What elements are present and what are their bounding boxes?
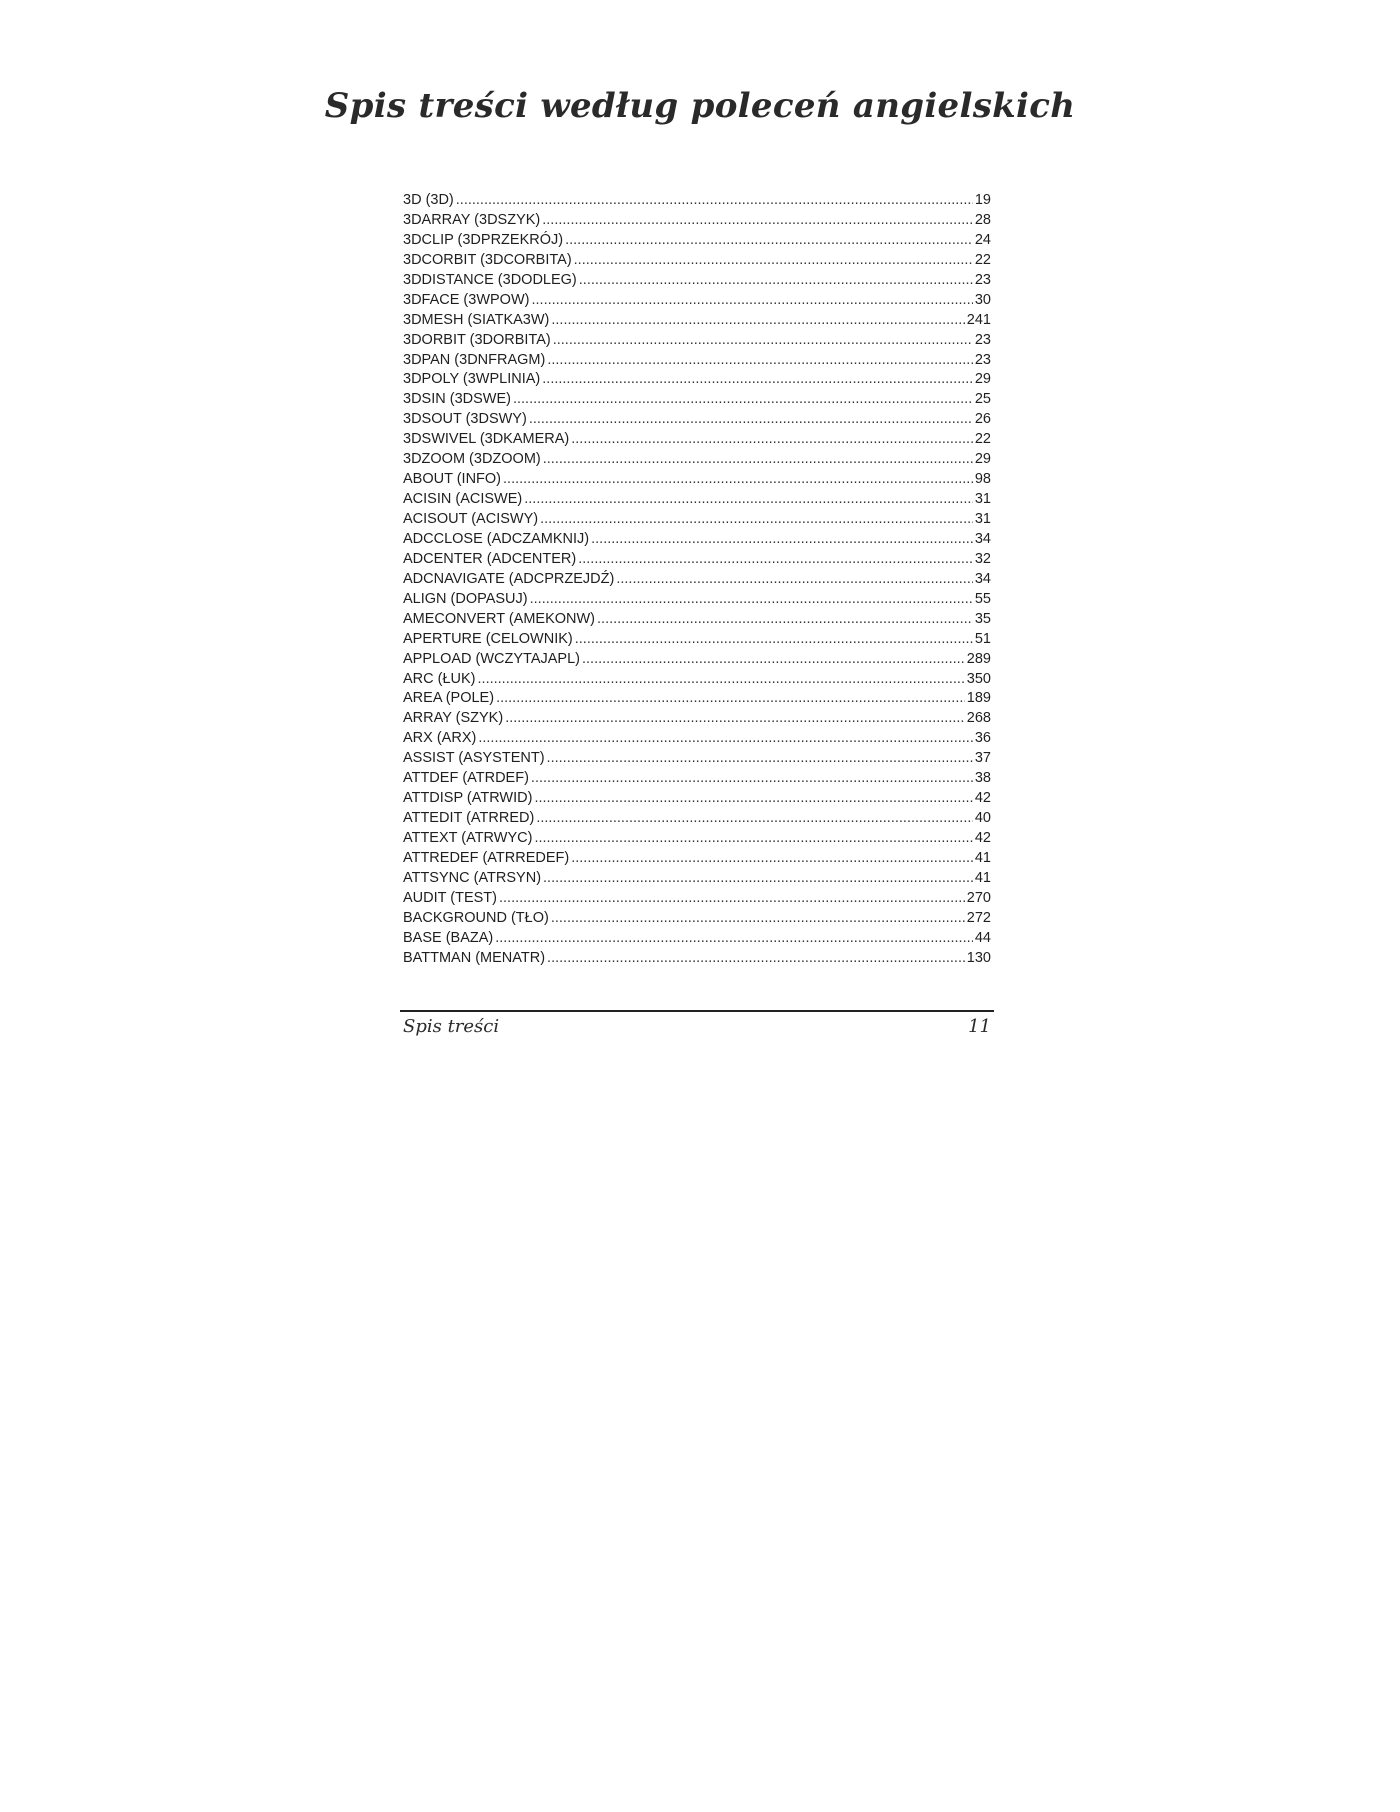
toc-entry-dot-leader: [616, 570, 973, 590]
toc-entry: [403, 530, 991, 550]
toc-entry-dot-leader: [513, 390, 973, 410]
toc-entry-dot-leader: [499, 889, 965, 909]
toc-entry-page-number: 34: [974, 570, 991, 587]
toc-entry: [403, 869, 991, 889]
toc-entry-command: ADCCLOSE (ADCZAMKNIJ): [403, 530, 590, 547]
toc-entry-command: ACISOUT (ACISWY): [403, 511, 539, 527]
toc-entry-dot-leader: [534, 829, 972, 849]
toc-entry-page-number: 41: [974, 849, 991, 866]
toc-entry: [403, 271, 991, 291]
toc-entry-command: BASE (BAZA): [403, 929, 494, 946]
toc-entry-page-number: 42: [974, 790, 991, 807]
toc-entry: [403, 929, 991, 949]
toc-entry-page-number: 130: [966, 949, 991, 966]
toc-entry: [403, 909, 991, 929]
footer-divider: [400, 1010, 994, 1012]
toc-entry-page-number: 23: [974, 271, 991, 288]
toc-entry: [403, 470, 991, 490]
toc-entry: [403, 390, 991, 410]
toc-entry-page-number: 55: [974, 590, 991, 607]
toc-entry-command: 3DSWIVEL (3DKAMERA): [403, 431, 570, 448]
table-of-contents: [403, 191, 991, 969]
toc-entry: [403, 211, 991, 231]
toc-entry: [403, 370, 991, 390]
toc-entry-dot-leader: [591, 530, 973, 550]
toc-entry-page-number: 98: [974, 471, 991, 488]
toc-entry: [403, 251, 991, 271]
toc-entry-page-number: 30: [974, 291, 991, 308]
toc-entry-page-number: 37: [974, 750, 991, 767]
toc-entry-command: ADCNAVIGATE (ADCPRZEJDŹ): [403, 570, 615, 587]
toc-entry-command: ARRAY (SZYK): [403, 710, 504, 727]
toc-entry-dot-leader: [578, 550, 973, 570]
footer-page-number: 11: [968, 1016, 991, 1037]
toc-entry: [403, 410, 991, 430]
toc-entry-dot-leader: [543, 450, 973, 470]
toc-entry: [403, 430, 991, 450]
toc-entry: [403, 510, 991, 530]
toc-entry-dot-leader: [551, 311, 964, 331]
toc-entry-dot-leader: [579, 271, 973, 291]
toc-entry: [403, 630, 991, 650]
toc-entry-dot-leader: [524, 490, 973, 510]
toc-entry-command: 3DSIN (3DSWE): [403, 391, 511, 408]
toc-entry: [403, 311, 991, 331]
toc-entry-dot-leader: [495, 929, 973, 949]
footer-section-title: Spis treści: [403, 1016, 500, 1037]
toc-entry: [403, 610, 991, 630]
toc-entry-command: ARC (ŁUK): [403, 670, 476, 687]
toc-entry-dot-leader: [529, 410, 973, 430]
toc-entry-dot-leader: [531, 291, 972, 311]
toc-entry: [403, 231, 991, 251]
toc-entry: [403, 331, 991, 351]
toc-entry-command: 3DDISTANCE (3DODLEG): [403, 271, 577, 288]
toc-entry-dot-leader: [496, 689, 965, 709]
toc-entry-page-number: 41: [974, 869, 991, 886]
toc-entry-dot-leader: [571, 849, 973, 869]
toc-entry-dot-leader: [597, 610, 973, 630]
toc-entry-page-number: 23: [974, 351, 991, 368]
toc-entry-command: ARX (ARX): [403, 730, 477, 747]
toc-entry-command: ACISIN (ACISWE): [403, 491, 523, 508]
toc-entry-page-number: 42: [974, 830, 991, 846]
toc-entry-command: 3DMESH (SIATKA3W): [403, 311, 550, 328]
toc-entry-dot-leader: [542, 370, 973, 390]
toc-entry-page-number: 51: [974, 630, 991, 647]
toc-entry-dot-leader: [571, 430, 973, 450]
toc-entry-command: ASSIST (ASYSTENT): [403, 750, 545, 767]
toc-entry-dot-leader: [575, 630, 973, 650]
toc-entry-page-number: 23: [974, 331, 991, 348]
toc-entry-dot-leader: [530, 590, 973, 610]
toc-entry-command: 3DORBIT (3DORBITA): [403, 331, 551, 348]
toc-entry: [403, 729, 991, 749]
toc-entry-command: APPLOAD (WCZYTAJAPL): [403, 650, 580, 667]
toc-entry-command: ATTSYNC (ATRSYN): [403, 869, 542, 886]
toc-entry-command: ALIGN (DOPASUJ): [403, 590, 528, 607]
toc-entry-command: ATTDEF (ATRDEF): [403, 770, 529, 787]
toc-entry-page-number: 22: [974, 431, 991, 448]
toc-entry-dot-leader: [547, 749, 973, 769]
toc-entry-dot-leader: [536, 809, 973, 829]
toc-entry-dot-leader: [505, 709, 965, 729]
toc-entry-dot-leader: [478, 729, 973, 749]
toc-entry-dot-leader: [478, 670, 965, 690]
toc-entry-page-number: 31: [974, 511, 991, 527]
toc-entry-page-number: 26: [974, 411, 991, 428]
toc-entry: [403, 949, 991, 969]
toc-entry-dot-leader: [534, 789, 972, 809]
toc-entry-command: BACKGROUND (TŁO): [403, 909, 549, 926]
toc-entry-page-number: 44: [974, 929, 991, 946]
toc-entry: [403, 650, 991, 670]
toc-entry-page-number: 350: [966, 670, 991, 687]
toc-entry-dot-leader: [456, 191, 973, 211]
toc-entry: [403, 789, 991, 809]
toc-entry-dot-leader: [565, 231, 973, 251]
toc-entry: [403, 849, 991, 869]
toc-entry-command: ATTREDEF (ATRREDEF): [403, 849, 570, 866]
toc-entry-command: ATTEXT (ATRWYC): [403, 830, 533, 846]
toc-entry-command: 3DARRAY (3DSZYK): [403, 211, 541, 228]
toc-entry-page-number: 268: [966, 710, 991, 727]
toc-entry-dot-leader: [547, 351, 973, 371]
toc-entry: [403, 550, 991, 570]
toc-entry-page-number: 32: [974, 550, 991, 567]
toc-entry-page-number: 270: [966, 889, 991, 906]
toc-entry-page-number: 22: [974, 251, 991, 268]
toc-entry-page-number: 189: [966, 690, 991, 707]
toc-entry-command: 3DFACE (3WPOW): [403, 291, 530, 308]
toc-entry: [403, 749, 991, 769]
toc-entry-command: AUDIT (TEST): [403, 889, 497, 906]
toc-entry-command: 3DSOUT (3DSWY): [403, 411, 527, 428]
toc-entry-dot-leader: [553, 331, 973, 351]
toc-entry-command: 3DCLIP (3DPRZEKRÓJ): [403, 231, 564, 248]
toc-entry-command: APERTURE (CELOWNIK): [403, 630, 573, 647]
toc-entry: [403, 670, 991, 690]
toc-entry-command: ATTEDIT (ATRRED): [403, 810, 535, 827]
toc-entry-dot-leader: [531, 769, 973, 789]
toc-entry-dot-leader: [542, 211, 973, 231]
toc-entry: [403, 191, 991, 211]
toc-entry-page-number: 29: [974, 371, 991, 388]
toc-entry-dot-leader: [582, 650, 965, 670]
toc-entry-command: 3D (3D): [403, 192, 454, 208]
toc-entry: [403, 570, 991, 590]
toc-entry-page-number: 272: [966, 909, 991, 926]
toc-entry-command: 3DZOOM (3DZOOM): [403, 451, 541, 468]
toc-entry: [403, 689, 991, 709]
toc-entry-page-number: 289: [966, 650, 991, 667]
toc-entry-dot-leader: [574, 251, 973, 271]
toc-entry-page-number: 36: [974, 730, 991, 747]
toc-entry: [403, 829, 991, 849]
toc-entry-page-number: 35: [974, 610, 991, 627]
toc-entry-command: 3DCORBIT (3DCORBITA): [403, 251, 572, 268]
toc-entry: [403, 769, 991, 789]
toc-entry-page-number: 24: [974, 231, 991, 248]
toc-entry-dot-leader: [551, 909, 965, 929]
toc-entry-page-number: 241: [966, 311, 991, 328]
toc-entry-dot-leader: [540, 510, 973, 530]
toc-entry: [403, 490, 991, 510]
toc-entry: [403, 709, 991, 729]
toc-entry-dot-leader: [503, 470, 973, 490]
toc-entry: [403, 291, 991, 311]
toc-entry-command: 3DPAN (3DNFRAGM): [403, 351, 546, 368]
toc-entry-page-number: 34: [974, 530, 991, 547]
toc-entry-command: AREA (POLE): [403, 690, 495, 707]
toc-entry-command: BATTMAN (MENATR): [403, 949, 546, 966]
toc-entry-page-number: 38: [974, 770, 991, 787]
toc-entry-dot-leader: [543, 869, 973, 889]
toc-entry: [403, 889, 991, 909]
toc-entry-command: 3DPOLY (3WPLINIA): [403, 371, 541, 388]
toc-entry-page-number: 25: [974, 391, 991, 408]
toc-entry-page-number: 40: [974, 810, 991, 827]
toc-entry-page-number: 31: [974, 491, 991, 508]
page-title: Spis treści według poleceń angielskich: [324, 86, 1076, 126]
toc-entry-command: ABOUT (INFO): [403, 471, 502, 488]
toc-entry-command: ADCENTER (ADCENTER): [403, 550, 577, 567]
toc-entry-command: AMECONVERT (AMEKONW): [403, 610, 596, 627]
toc-entry-page-number: 19: [974, 192, 991, 208]
toc-entry: [403, 351, 991, 371]
toc-entry-command: ATTDISP (ATRWID): [403, 790, 533, 807]
toc-entry: [403, 450, 991, 470]
toc-entry-page-number: 29: [974, 451, 991, 468]
toc-entry-page-number: 28: [974, 211, 991, 228]
toc-entry-dot-leader: [547, 949, 965, 969]
toc-entry: [403, 590, 991, 610]
toc-entry: [403, 809, 991, 829]
